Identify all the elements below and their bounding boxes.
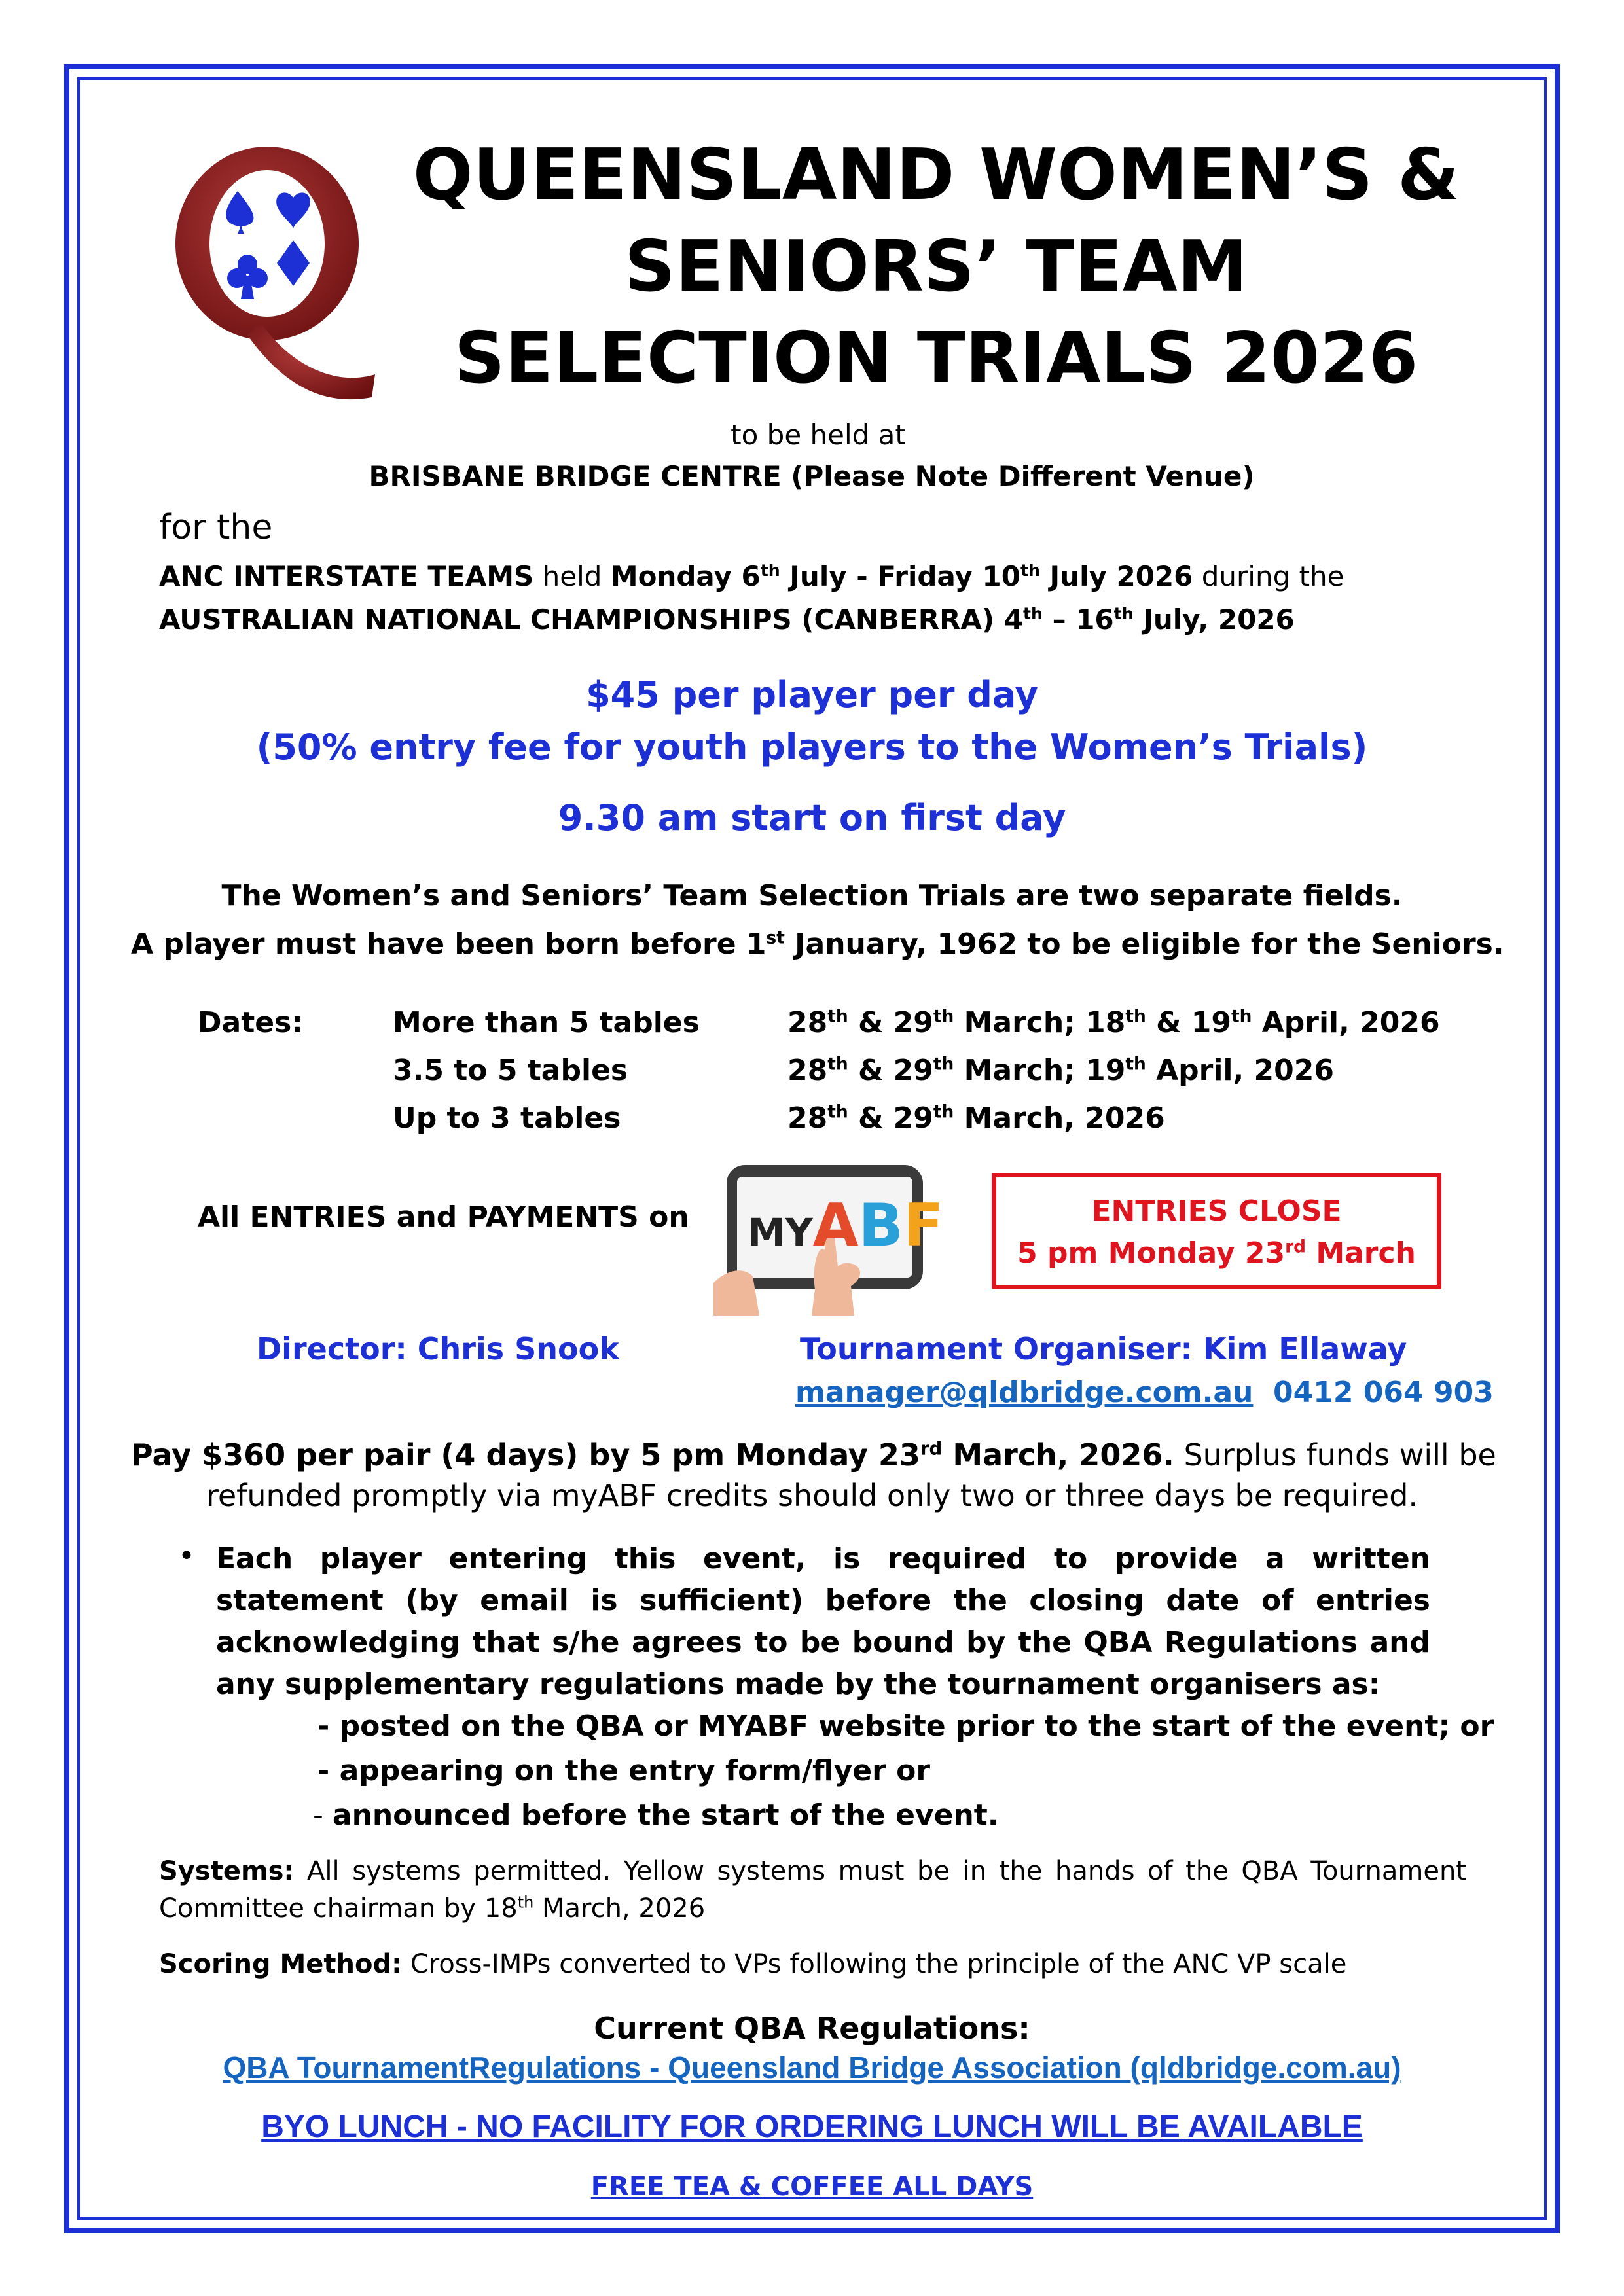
title-line-1: QUEENSLAND WOMEN’S &: [412, 134, 1460, 216]
payment-line-2: refunded promptly via myABF credits should only two or three days be required.: [206, 1478, 1418, 1513]
venue-name: BRISBANE BRIDGE CENTRE (Please Note Different Venue): [369, 460, 1255, 492]
myabf-f-text: F: [903, 1191, 944, 1260]
for-the-label: for the: [159, 508, 273, 547]
dates-label: Dates:: [198, 1006, 303, 1039]
fee-per-day: $45 per player per day: [586, 674, 1038, 715]
qba-logo-icon: [162, 145, 385, 407]
tournament-organiser: Tournament Organiser: Kim Ellaway: [800, 1331, 1407, 1367]
entries-close-heading: ENTRIES CLOSE: [1091, 1194, 1342, 1228]
entries-payments-label: All ENTRIES and PAYMENTS on: [198, 1200, 689, 1234]
entries-close-date: 5 pm Monday 23rd March: [1017, 1236, 1416, 1270]
logo-letter: Q: [162, 145, 163, 146]
organiser-contact: [795, 1376, 1494, 1409]
statement-requirement: Each player entering this event, is required to provide a written statement (by email is sufficient) before the closing date of entries acknowledging that s/he agrees to be bound by the QBA Regulations and any supplementary regulations made by the tournament organisers as:: [216, 1542, 1430, 1701]
requirement-sub-2: - appearing on the entry form/flyer or: [317, 1754, 931, 1787]
title-line-2: SENIORS’ TEAM: [624, 226, 1248, 308]
requirement-sub-3: - announced before the start of the event.: [313, 1799, 999, 1832]
fields-note: The Women’s and Seniors’ Team Selection Trials are two separate fields.: [221, 879, 1403, 912]
venue-intro: to be held at: [731, 419, 906, 451]
anc-line-1: ANC INTERSTATE TEAMS held Monday 6th July - Friday 10th July 2026 during the: [159, 560, 1344, 592]
dates-row-dates: 28th & 29th March, 2026: [787, 1102, 1165, 1135]
organiser-email-link[interactable]: manager@qldbridge.com.au: [795, 1376, 1254, 1409]
title-line-3: SELECTION TRIALS 2026: [454, 317, 1418, 399]
dates-row-dates: 28th & 29th March; 19th April, 2026: [787, 1054, 1334, 1087]
byo-lunch-notice: BYO LUNCH - NO FACILITY FOR ORDERING LUNCH WILL BE AVAILABLE: [261, 2109, 1363, 2144]
myabf-logo[interactable]: [713, 1152, 944, 1316]
dates-row-tables: 3.5 to 5 tables: [393, 1054, 628, 1087]
bullet-icon: •: [178, 1539, 195, 1573]
systems-line-1: Systems: All systems permitted. Yellow systems must be in the hands of the QBA Tournament: [159, 1856, 1466, 1886]
youth-fee-note: (50% entry fee for youth players to the Women’s Trials): [256, 726, 1368, 768]
organiser-phone: 0412 064 903: [1273, 1376, 1494, 1409]
seniors-eligibility: A player must have been born before 1st January, 1962 to be eligible for the Seniors.: [131, 927, 1504, 961]
dates-row-dates: 28th & 29th March; 18th & 19th April, 2026: [787, 1006, 1440, 1039]
payment-line-1: Pay $360 per pair (4 days) by 5 pm Monday 23rd March, 2026. Surplus funds will be: [131, 1437, 1496, 1473]
requirement-sub-1: - posted on the QBA or MYABF website prior to the start of the event; or: [317, 1710, 1494, 1743]
myabf-b-text: B: [858, 1191, 903, 1260]
start-time: 9.30 am start on first day: [558, 797, 1066, 838]
regulations-heading: Current QBA Regulations:: [594, 2011, 1030, 2046]
myabf-my-text: MY: [748, 1210, 813, 1255]
myabf-a-text: A: [812, 1191, 859, 1260]
systems-line-2: Committee chairman by 18th March, 2026: [159, 1893, 706, 1924]
director: Director: Chris Snook: [257, 1331, 619, 1367]
scoring-method: Scoring Method: Cross-IMPs converted to VPs following the principle of the ANC VP scale: [159, 1949, 1347, 1979]
free-tea-coffee: FREE TEA & COFFEE ALL DAYS: [590, 2172, 1034, 2202]
entries-close-box: [992, 1173, 1441, 1289]
dates-row-tables: More than 5 tables: [393, 1006, 700, 1039]
dates-row-tables: Up to 3 tables: [393, 1102, 621, 1135]
regulations-link[interactable]: QBA TournamentRegulations - Queensland Bridge Association (qldbridge.com.au): [223, 2051, 1401, 2085]
anc-line-2: AUSTRALIAN NATIONAL CHAMPIONSHIPS (CANBERRA) 4th – 16th July, 2026: [159, 603, 1295, 636]
